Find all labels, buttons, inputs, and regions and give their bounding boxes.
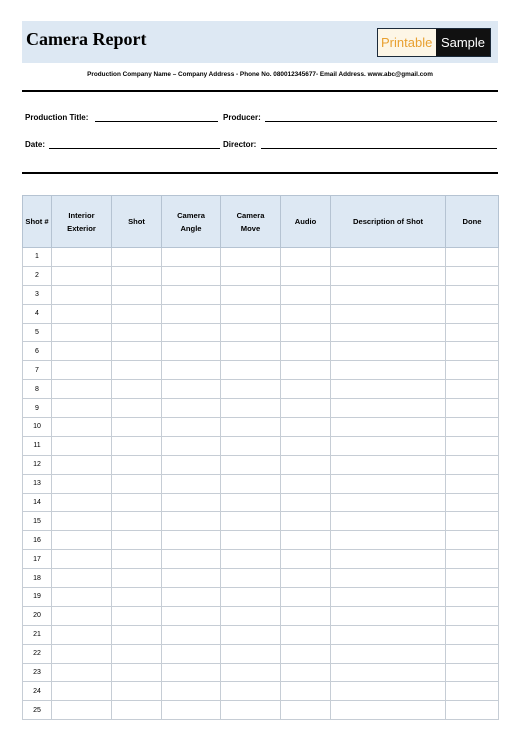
date-label: Date:	[25, 140, 46, 149]
table-body	[23, 248, 499, 720]
camera-move-cell[interactable]	[221, 266, 281, 285]
audio-cell[interactable]	[281, 323, 331, 342]
table-row	[23, 266, 499, 285]
shot-cell[interactable]	[112, 248, 162, 267]
interior-exterior-cell[interactable]	[52, 625, 112, 644]
table-row	[23, 304, 499, 323]
audio-cell[interactable]	[281, 266, 331, 285]
shot-number-cell: 20	[23, 606, 52, 625]
table-row	[23, 588, 499, 607]
interior-exterior-cell[interactable]	[52, 455, 112, 474]
description-of-shot-cell[interactable]	[331, 418, 446, 437]
done-cell[interactable]	[446, 493, 499, 512]
camera-move-cell[interactable]	[221, 493, 281, 512]
camera-move-cell[interactable]	[221, 474, 281, 493]
camera-angle-cell[interactable]	[162, 266, 221, 285]
producer-field[interactable]	[265, 121, 497, 122]
shot-number-cell: 5	[23, 323, 52, 342]
audio-cell[interactable]	[281, 436, 331, 455]
done-cell[interactable]	[446, 588, 499, 607]
description-of-shot-cell[interactable]	[331, 342, 446, 361]
table-row	[23, 342, 499, 361]
done-cell[interactable]	[446, 531, 499, 550]
done-cell[interactable]	[446, 474, 499, 493]
camera-angle-cell[interactable]	[162, 436, 221, 455]
camera-move-cell[interactable]	[221, 304, 281, 323]
logo-text-printable: Printable	[378, 29, 436, 56]
camera-move-cell[interactable]	[221, 682, 281, 701]
description-of-shot-cell[interactable]	[331, 569, 446, 588]
table-row	[23, 361, 499, 380]
shot-cell[interactable]	[112, 531, 162, 550]
shot-cell[interactable]	[112, 455, 162, 474]
shot-cell[interactable]	[112, 436, 162, 455]
page-title: Camera Report	[26, 29, 147, 49]
shot-number-cell: 7	[23, 361, 52, 380]
camera-angle-cell[interactable]	[162, 361, 221, 380]
company-info-line: Production Company Name – Company Address - Phone No. 080012345677- Email Address. www.abc@gmail.com	[87, 71, 433, 78]
shot-cell[interactable]	[112, 588, 162, 607]
audio-cell[interactable]	[281, 285, 331, 304]
table-row	[23, 380, 499, 399]
camera-angle-cell[interactable]	[162, 682, 221, 701]
description-of-shot-cell[interactable]	[331, 493, 446, 512]
audio-cell[interactable]	[281, 418, 331, 437]
production-title-label: Production Title:	[25, 113, 89, 122]
column-header-camera-angle: Camera Angle	[162, 196, 221, 248]
shot-number-cell: 12	[23, 455, 52, 474]
table-row	[23, 663, 499, 682]
camera-move-cell[interactable]	[221, 625, 281, 644]
shot-cell[interactable]	[112, 361, 162, 380]
done-cell[interactable]	[446, 663, 499, 682]
camera-move-cell[interactable]	[221, 512, 281, 531]
done-cell[interactable]	[446, 701, 499, 720]
interior-exterior-cell[interactable]	[52, 701, 112, 720]
audio-cell[interactable]	[281, 512, 331, 531]
column-header-camera-move: Camera Move	[221, 196, 281, 248]
interior-exterior-cell[interactable]	[52, 361, 112, 380]
description-of-shot-cell[interactable]	[331, 323, 446, 342]
shot-cell[interactable]	[112, 682, 162, 701]
column-header-shot: Shot	[112, 196, 162, 248]
interior-exterior-cell[interactable]	[52, 323, 112, 342]
description-of-shot-cell[interactable]	[331, 588, 446, 607]
shot-cell[interactable]	[112, 266, 162, 285]
interior-exterior-cell[interactable]	[52, 399, 112, 418]
table-row	[23, 569, 499, 588]
camera-angle-cell[interactable]	[162, 701, 221, 720]
camera-angle-cell[interactable]	[162, 248, 221, 267]
description-of-shot-cell[interactable]	[331, 380, 446, 399]
audio-cell[interactable]	[281, 625, 331, 644]
description-of-shot-cell[interactable]	[331, 606, 446, 625]
done-cell[interactable]	[446, 436, 499, 455]
table-row	[23, 323, 499, 342]
table-row	[23, 625, 499, 644]
table-row	[23, 550, 499, 569]
audio-cell[interactable]	[281, 569, 331, 588]
table-row	[23, 701, 499, 720]
camera-move-cell[interactable]	[221, 323, 281, 342]
done-cell[interactable]	[446, 248, 499, 267]
audio-cell[interactable]	[281, 682, 331, 701]
camera-move-cell[interactable]	[221, 248, 281, 267]
shot-cell[interactable]	[112, 644, 162, 663]
shot-cell[interactable]	[112, 493, 162, 512]
shot-cell[interactable]	[112, 304, 162, 323]
table-row	[23, 512, 499, 531]
interior-exterior-cell[interactable]	[52, 531, 112, 550]
description-of-shot-cell[interactable]	[331, 682, 446, 701]
audio-cell[interactable]	[281, 380, 331, 399]
shot-cell[interactable]	[112, 606, 162, 625]
table-row	[23, 606, 499, 625]
camera-angle-cell[interactable]	[162, 418, 221, 437]
camera-angle-cell[interactable]	[162, 644, 221, 663]
table-row	[23, 418, 499, 437]
description-of-shot-cell[interactable]	[331, 512, 446, 531]
column-header-description-of-shot: Description of Shot	[331, 196, 446, 248]
shot-cell[interactable]	[112, 418, 162, 437]
shot-number-cell: 18	[23, 569, 52, 588]
audio-cell[interactable]	[281, 361, 331, 380]
camera-angle-cell[interactable]	[162, 493, 221, 512]
camera-move-cell[interactable]	[221, 606, 281, 625]
table-row	[23, 455, 499, 474]
table-row	[23, 644, 499, 663]
camera-angle-cell[interactable]	[162, 399, 221, 418]
done-cell[interactable]	[446, 361, 499, 380]
shot-cell[interactable]	[112, 285, 162, 304]
camera-move-cell[interactable]	[221, 531, 281, 550]
shot-number-cell: 4	[23, 304, 52, 323]
date-field[interactable]	[49, 148, 220, 149]
audio-cell[interactable]	[281, 342, 331, 361]
shot-cell[interactable]	[112, 701, 162, 720]
done-cell[interactable]	[446, 550, 499, 569]
table-row	[23, 493, 499, 512]
done-cell[interactable]	[446, 625, 499, 644]
audio-cell[interactable]	[281, 663, 331, 682]
camera-move-cell[interactable]	[221, 399, 281, 418]
audio-cell[interactable]	[281, 455, 331, 474]
description-of-shot-cell[interactable]	[331, 436, 446, 455]
description-of-shot-cell[interactable]	[331, 474, 446, 493]
camera-move-cell[interactable]	[221, 644, 281, 663]
shot-number-cell: 6	[23, 342, 52, 361]
description-of-shot-cell[interactable]	[331, 304, 446, 323]
shot-cell[interactable]	[112, 550, 162, 569]
shot-cell[interactable]	[112, 663, 162, 682]
header-band	[22, 21, 498, 63]
shot-cell[interactable]	[112, 569, 162, 588]
shot-number-cell: 22	[23, 644, 52, 663]
camera-angle-cell[interactable]	[162, 304, 221, 323]
column-header-done: Done	[446, 196, 499, 248]
table-row	[23, 285, 499, 304]
camera-angle-cell[interactable]	[162, 606, 221, 625]
done-cell[interactable]	[446, 512, 499, 531]
description-of-shot-cell[interactable]	[331, 531, 446, 550]
shot-log-table	[22, 195, 499, 720]
audio-cell[interactable]	[281, 644, 331, 663]
table-row	[23, 682, 499, 701]
camera-move-cell[interactable]	[221, 569, 281, 588]
camera-move-cell[interactable]	[221, 342, 281, 361]
description-of-shot-cell[interactable]	[331, 663, 446, 682]
audio-cell[interactable]	[281, 606, 331, 625]
shot-cell[interactable]	[112, 323, 162, 342]
shot-number-cell: 16	[23, 531, 52, 550]
camera-angle-cell[interactable]	[162, 588, 221, 607]
camera-move-cell[interactable]	[221, 701, 281, 720]
shot-number-cell: 15	[23, 512, 52, 531]
interior-exterior-cell[interactable]	[52, 588, 112, 607]
interior-exterior-cell[interactable]	[52, 248, 112, 267]
camera-move-cell[interactable]	[221, 436, 281, 455]
table-row	[23, 474, 499, 493]
camera-angle-cell[interactable]	[162, 625, 221, 644]
audio-cell[interactable]	[281, 493, 331, 512]
interior-exterior-cell[interactable]	[52, 304, 112, 323]
camera-angle-cell[interactable]	[162, 512, 221, 531]
shot-number-cell: 17	[23, 550, 52, 569]
interior-exterior-cell[interactable]	[52, 380, 112, 399]
shot-number-cell: 19	[23, 588, 52, 607]
done-cell[interactable]	[446, 266, 499, 285]
column-header-interior-exterior: Interior Exterior	[52, 196, 112, 248]
description-of-shot-cell[interactable]	[331, 266, 446, 285]
shot-number-cell: 21	[23, 625, 52, 644]
done-cell[interactable]	[446, 682, 499, 701]
camera-angle-cell[interactable]	[162, 455, 221, 474]
camera-angle-cell[interactable]	[162, 323, 221, 342]
table-header-row	[23, 196, 499, 248]
description-of-shot-cell[interactable]	[331, 455, 446, 474]
shot-number-cell: 8	[23, 380, 52, 399]
done-cell[interactable]	[446, 304, 499, 323]
interior-exterior-cell[interactable]	[52, 644, 112, 663]
camera-move-cell[interactable]	[221, 418, 281, 437]
interior-exterior-cell[interactable]	[52, 512, 112, 531]
description-of-shot-cell[interactable]	[331, 625, 446, 644]
done-cell[interactable]	[446, 418, 499, 437]
done-cell[interactable]	[446, 644, 499, 663]
table-row	[23, 248, 499, 267]
top-divider	[22, 90, 498, 92]
shot-number-cell: 24	[23, 682, 52, 701]
interior-exterior-cell[interactable]	[52, 663, 112, 682]
shot-cell[interactable]	[112, 342, 162, 361]
interior-exterior-cell[interactable]	[52, 550, 112, 569]
shot-cell[interactable]	[112, 512, 162, 531]
logo-text-sample: Sample	[436, 29, 490, 56]
interior-exterior-cell[interactable]	[52, 569, 112, 588]
shot-number-cell: 14	[23, 493, 52, 512]
camera-move-cell[interactable]	[221, 663, 281, 682]
shot-cell[interactable]	[112, 380, 162, 399]
shot-number-cell: 9	[23, 399, 52, 418]
director-field[interactable]	[261, 148, 497, 149]
description-of-shot-cell[interactable]	[331, 701, 446, 720]
camera-angle-cell[interactable]	[162, 474, 221, 493]
camera-move-cell[interactable]	[221, 455, 281, 474]
column-header-audio: Audio	[281, 196, 331, 248]
shot-cell[interactable]	[112, 474, 162, 493]
table-row	[23, 436, 499, 455]
camera-angle-cell[interactable]	[162, 380, 221, 399]
done-cell[interactable]	[446, 285, 499, 304]
camera-angle-cell[interactable]	[162, 342, 221, 361]
done-cell[interactable]	[446, 606, 499, 625]
shot-number-cell: 1	[23, 248, 52, 267]
camera-move-cell[interactable]	[221, 361, 281, 380]
shot-number-cell: 2	[23, 266, 52, 285]
audio-cell[interactable]	[281, 399, 331, 418]
interior-exterior-cell[interactable]	[52, 285, 112, 304]
interior-exterior-cell[interactable]	[52, 418, 112, 437]
audio-cell[interactable]	[281, 304, 331, 323]
description-of-shot-cell[interactable]	[331, 248, 446, 267]
producer-label: Producer:	[223, 113, 261, 122]
done-cell[interactable]	[446, 569, 499, 588]
description-of-shot-cell[interactable]	[331, 361, 446, 380]
audio-cell[interactable]	[281, 550, 331, 569]
bottom-divider	[22, 172, 498, 174]
interior-exterior-cell[interactable]	[52, 606, 112, 625]
audio-cell[interactable]	[281, 701, 331, 720]
interior-exterior-cell[interactable]	[52, 682, 112, 701]
done-cell[interactable]	[446, 342, 499, 361]
camera-angle-cell[interactable]	[162, 531, 221, 550]
shot-cell[interactable]	[112, 625, 162, 644]
camera-angle-cell[interactable]	[162, 569, 221, 588]
interior-exterior-cell[interactable]	[52, 266, 112, 285]
done-cell[interactable]	[446, 455, 499, 474]
audio-cell[interactable]	[281, 248, 331, 267]
audio-cell[interactable]	[281, 474, 331, 493]
printable-sample-logo	[377, 28, 491, 57]
shot-number-cell: 3	[23, 285, 52, 304]
camera-angle-cell[interactable]	[162, 285, 221, 304]
camera-angle-cell[interactable]	[162, 550, 221, 569]
director-label: Director:	[223, 140, 257, 149]
done-cell[interactable]	[446, 399, 499, 418]
audio-cell[interactable]	[281, 588, 331, 607]
description-of-shot-cell[interactable]	[331, 285, 446, 304]
production-title-field[interactable]	[95, 121, 218, 122]
camera-move-cell[interactable]	[221, 380, 281, 399]
description-of-shot-cell[interactable]	[331, 644, 446, 663]
shot-number-cell: 13	[23, 474, 52, 493]
camera-angle-cell[interactable]	[162, 663, 221, 682]
shot-number-cell: 25	[23, 701, 52, 720]
camera-move-cell[interactable]	[221, 550, 281, 569]
table-row	[23, 399, 499, 418]
interior-exterior-cell[interactable]	[52, 436, 112, 455]
description-of-shot-cell[interactable]	[331, 550, 446, 569]
table-row	[23, 531, 499, 550]
interior-exterior-cell[interactable]	[52, 342, 112, 361]
interior-exterior-cell[interactable]	[52, 474, 112, 493]
column-header-shot-number: Shot #	[23, 196, 52, 248]
shot-number-cell: 11	[23, 436, 52, 455]
shot-cell[interactable]	[112, 399, 162, 418]
audio-cell[interactable]	[281, 531, 331, 550]
done-cell[interactable]	[446, 380, 499, 399]
camera-move-cell[interactable]	[221, 588, 281, 607]
shot-number-cell: 23	[23, 663, 52, 682]
shot-number-cell: 10	[23, 418, 52, 437]
done-cell[interactable]	[446, 323, 499, 342]
camera-move-cell[interactable]	[221, 285, 281, 304]
description-of-shot-cell[interactable]	[331, 399, 446, 418]
interior-exterior-cell[interactable]	[52, 493, 112, 512]
